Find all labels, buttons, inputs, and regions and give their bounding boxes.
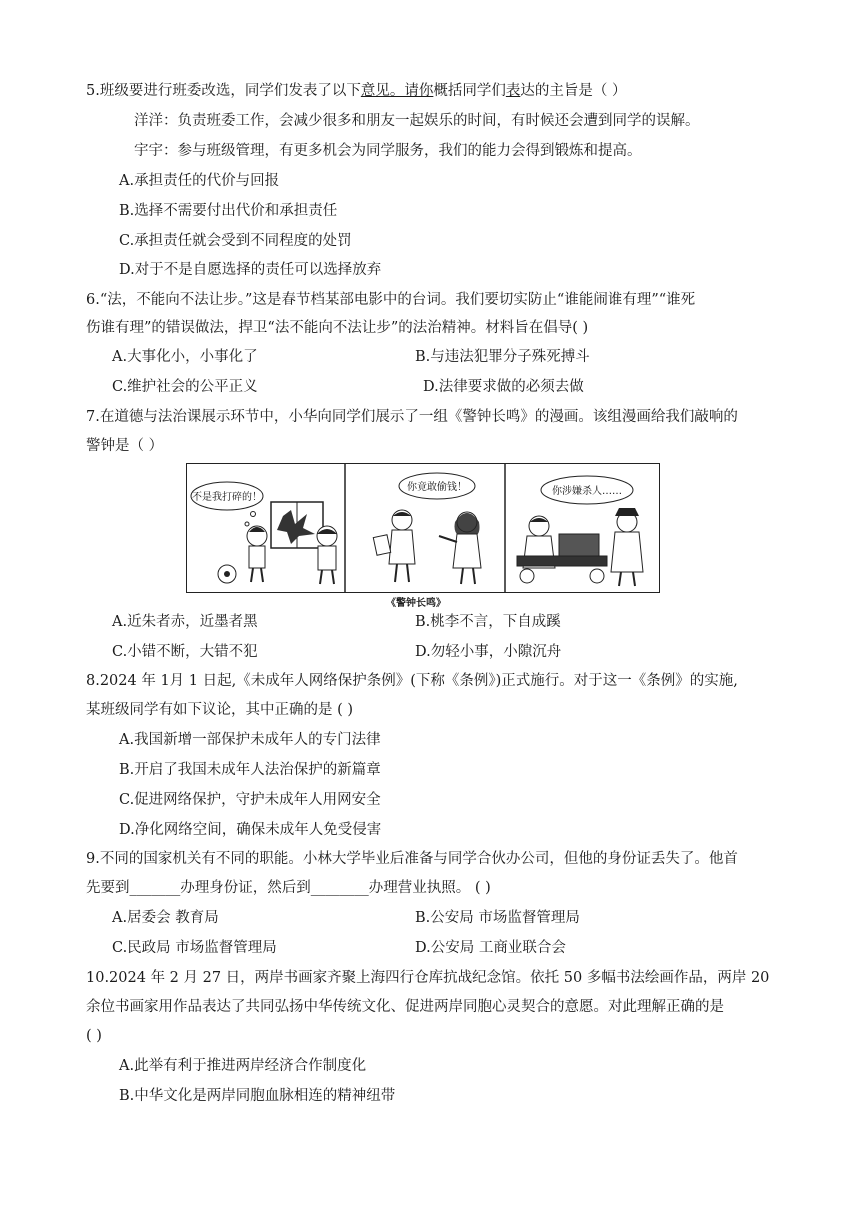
- q8-stem-line2: 某班级同学有如下议论，其中正确的是 ( ): [86, 702, 354, 718]
- q6-option-c: C.维护社会的公平正义: [112, 379, 258, 395]
- q5-stem-b: 概括同学们: [433, 83, 506, 99]
- q9-option-c: C.民政局 市场监督管理局: [112, 940, 277, 956]
- q6-option-d: D.法律要求做的必须去做: [423, 379, 584, 395]
- q5-quote-yangyang: 洋洋：负责班委工作，会减少很多和朋友一起娱乐的时间，有时候还会遭到同学的误解。: [134, 113, 700, 129]
- q7-option-c: C.小错不断，大错不犯: [112, 644, 258, 660]
- q7-stem-line2: 警钟是（ ）: [86, 438, 164, 454]
- q5-option-c: C.承担责任就会受到不同程度的处罚: [119, 233, 352, 249]
- q9-option-a: A.居委会 教育局: [112, 910, 219, 926]
- q8-option-b: B.开启了我国未成年人法治保护的新篇章: [119, 762, 381, 778]
- q5-option-b: B.选择不需要付出代价和承担责任: [119, 203, 338, 219]
- panel-3: [517, 476, 643, 586]
- q9-stem-line1: 9.不同的国家机关有不同的职能。小林大学毕业后准备与同学合伙办公司，但他的身份证丢失了。他首: [86, 851, 738, 867]
- speech-bubble-1-text: 不是我打碎的！: [192, 492, 262, 503]
- police-cap: [615, 508, 639, 516]
- q6-option-b: B.与违法犯罪分子殊死搏斗: [415, 349, 590, 365]
- q5-stem: [86, 81, 626, 101]
- q9-option-d: D.公安局 工商业联合会: [415, 940, 566, 956]
- comic-strip: [186, 463, 660, 593]
- q8-option-a: A.我国新增一部保护未成年人的专门法律: [119, 732, 381, 748]
- q5-stem-underlined-1: 意见。请你: [360, 83, 434, 99]
- panel-2: [373, 473, 481, 584]
- table: [517, 556, 607, 566]
- q5-stem-c: 达的主旨是（ ）: [520, 83, 627, 99]
- comic-caption: 《警钟长鸣》: [386, 598, 446, 609]
- q6-option-a: A.大事化小，小事化了: [112, 349, 258, 365]
- q7-option-d: D.勿轻小事，小隙沉舟: [415, 644, 562, 660]
- speech-bubble-2-text: 你竟敢偷钱！: [407, 482, 467, 493]
- q10-option-a: A.此举有利于推进两岸经济合作制度化: [119, 1058, 367, 1074]
- q9-option-b: B.公安局 市场监督管理局: [415, 910, 580, 926]
- speech-bubble-3-text: 你涉嫌杀人……: [552, 486, 622, 497]
- q5-stem-underlined-2: 表: [505, 83, 521, 99]
- panel-1: [191, 482, 337, 584]
- q10-stem-line3: ( ): [86, 1028, 102, 1044]
- paper: [373, 535, 390, 556]
- q5-quote-yuyu: 宇宇：参与班级管理，有更多机会为同学服务，我们的能力会得到锻炼和提高。: [134, 143, 642, 159]
- q8-option-d: D.净化网络空间，确保未成年人免受侵害: [119, 822, 382, 838]
- q5-stem-a: 5.班级要进行班委改选，同学们发表了以下: [86, 83, 361, 99]
- q8-option-c: C.促进网络保护，守护未成年人用网安全: [119, 792, 381, 808]
- q10-stem-line2: 余位书画家用作品表达了共同弘扬中华传统文化、促进两岸同胞心灵契合的意愿。对此理解正确的是: [86, 999, 724, 1015]
- q5-option-a: A.承担责任的代价与回报: [119, 173, 280, 189]
- q7-option-a: A.近朱者赤，近墨者黑: [112, 614, 258, 630]
- q8-stem-line1: 8.2024 年 1月 1 日起,《未成年人网络保护条例》(下称《条例》)正式施行。对于这一《条例》的实施,: [86, 673, 738, 689]
- q10-stem-line1: 10.2024 年 2 月 27 日，两岸书画家齐聚上海四行仓库抗战纪念馆。依托 50 多幅书法绘画作品，两岸 20: [86, 970, 770, 986]
- q5-option-d: D.对于不是自愿选择的责任可以选择放弃: [119, 262, 382, 278]
- q9-stem-line2: 先要到_______办理身份证，然后到________办理营业执照。 ( ): [86, 880, 491, 896]
- q10-option-b: B.中华文化是两岸同胞血脉相连的精神纽带: [119, 1088, 396, 1104]
- q7-option-b: B.桃李不言，下自成蹊: [415, 614, 561, 630]
- q6-stem-line1: 6.“法，不能向不法让步。”这是春节档某部电影中的台词。我们要切实防止“谁能闹谁有理”“谁死: [86, 292, 696, 308]
- q6-stem-line2: 伤谁有理”的错误做法，捍卫“法不能向不法让步”的法治精神。材料旨在倡导( ): [86, 320, 589, 336]
- q7-stem-line1: 7.在道德与法治课展示环节中，小华向同学们展示了一组《警钟长鸣》的漫画。该组漫画给我们敲响的: [86, 409, 738, 425]
- comic-illustration: [187, 464, 659, 592]
